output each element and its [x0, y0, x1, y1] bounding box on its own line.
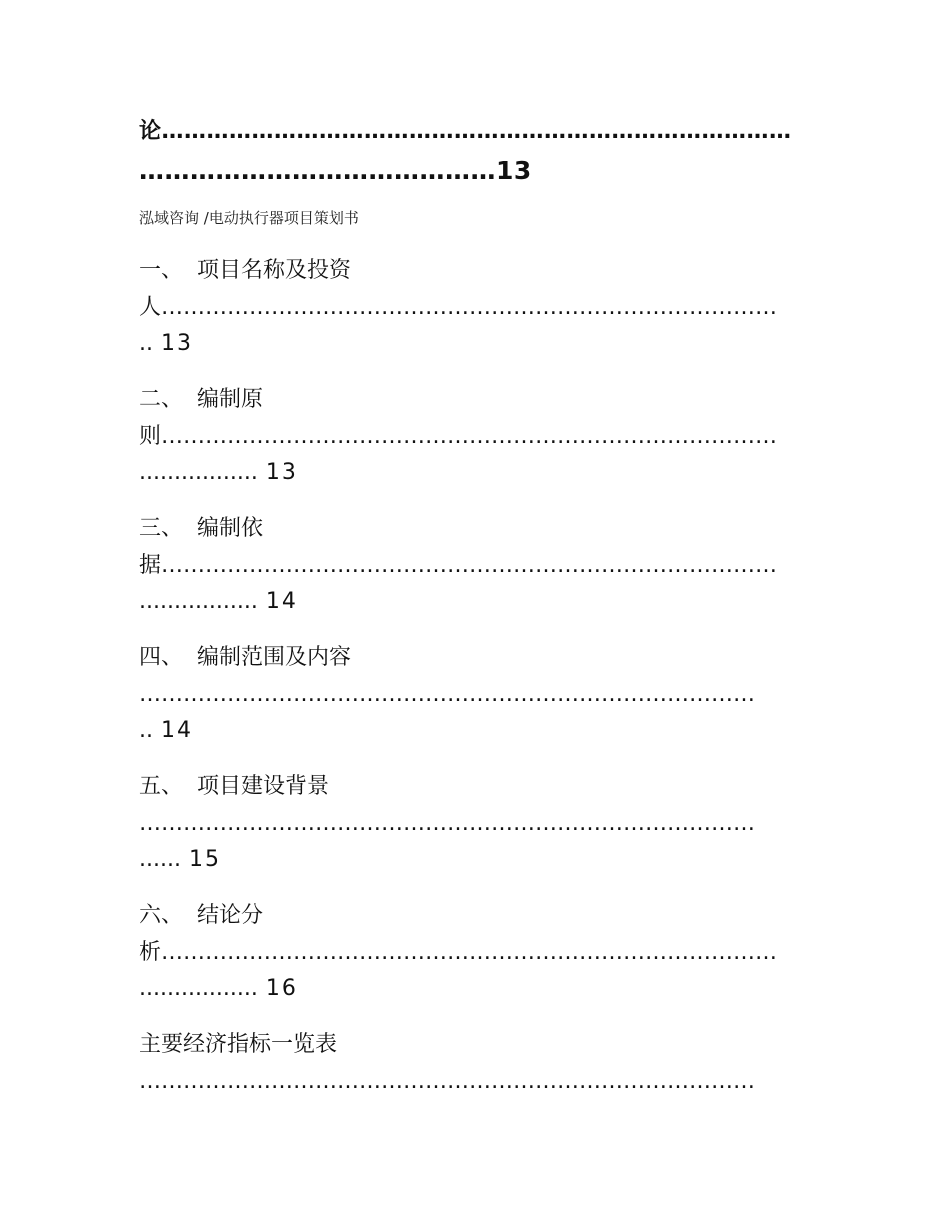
toc-entry-page-line [139, 333, 193, 355]
toc-entry-leader-line: ………………………………………………………………………… [139, 682, 755, 707]
toc-entry-number: 四、 [139, 645, 184, 670]
toc-entry-title: 项目名称及投资 [197, 258, 352, 283]
toc-entry-page-line [139, 849, 221, 871]
toc-entry-leader-dots: .. [139, 331, 153, 356]
toc-entry-heading [139, 389, 263, 411]
toc-entry-page-line [139, 591, 298, 613]
toc-entry-leader-line: 据………………………………………………………………………… [139, 553, 778, 578]
toc-entry-page-line [139, 462, 298, 484]
toc-entry-page-number: 15 [188, 847, 221, 872]
toc-entry-number: 五、 [139, 774, 184, 799]
toc-entry-heading [139, 518, 263, 540]
toc-entry-leader-line: 则………………………………………………………………………… [139, 424, 778, 449]
toc-entry-heading [139, 260, 351, 282]
toc-entry-title: 编制范围及内容 [197, 645, 352, 670]
toc-entry-heading [139, 776, 329, 798]
toc-entry-leader-line: 析………………………………………………………………………… [139, 940, 778, 965]
toc-entry-title: 编制依 [197, 516, 264, 541]
toc-entry-leader-dots: ................. [139, 460, 258, 485]
toc-entry-continuation-line1: 论………………………………………………………………………… [139, 119, 792, 144]
toc-entry-number: 六、 [139, 903, 184, 928]
toc-entry-title: 项目建设背景 [197, 774, 330, 799]
toc-entry-continuation-line2: ……………………………………13 [139, 156, 532, 185]
toc-entry-leader-dots: .. [139, 718, 153, 743]
toc-entry-page-number: 13 [161, 331, 193, 356]
toc-entry-page-number: 16 [265, 976, 298, 1001]
toc-entry-leader-dots: ...... [139, 847, 181, 872]
toc-entry-leader-dots: ................. [139, 589, 258, 614]
toc-entry-page-line [139, 978, 298, 1000]
toc-entry-page-number: 13 [265, 460, 298, 485]
toc-entry-page-number: 14 [161, 718, 193, 743]
toc-entry-leader-line-last: ………………………………………………………………………… [139, 1069, 755, 1094]
toc-entry-number: 一、 [139, 258, 184, 283]
toc-entry-page-line [139, 720, 193, 742]
running-header: 泓域咨询 /电动执行器项目策划书 [139, 209, 359, 227]
toc-entry-title: 结论分 [197, 903, 264, 928]
toc-entry-leader-dots: ................. [139, 976, 258, 1001]
toc-entry-heading-last: 主要经济指标一览表 [139, 1032, 338, 1057]
toc-entry-leader-line: 人………………………………………………………………………… [139, 295, 778, 320]
toc-entry-number: 二、 [139, 387, 184, 412]
toc-entry-page-number: 14 [265, 589, 298, 614]
toc-entry-title: 编制原 [197, 387, 264, 412]
toc-entry-heading [139, 905, 263, 927]
toc-entry-heading [139, 647, 351, 669]
toc-entry-number: 三、 [139, 516, 184, 541]
toc-entry-leader-line: ………………………………………………………………………… [139, 811, 755, 836]
